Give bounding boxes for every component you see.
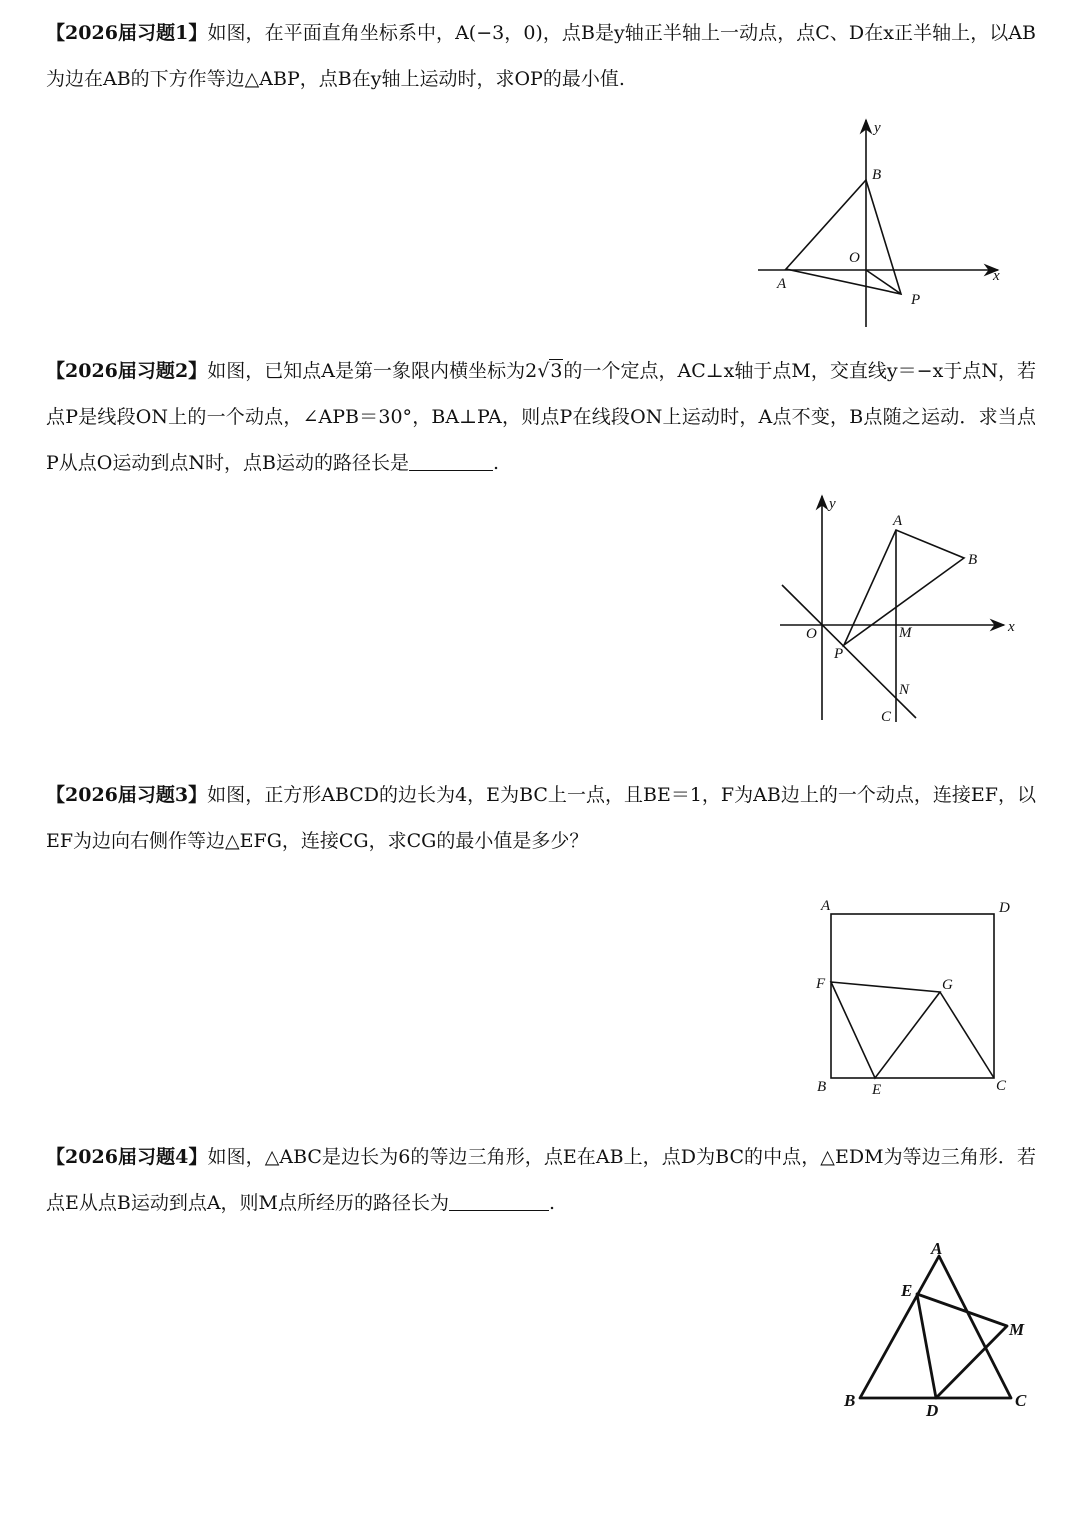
fig4-label-e: E (901, 1281, 913, 1300)
problem-2-end: . (492, 452, 499, 474)
problem-1-tag: 【2026届习题1】 (46, 22, 208, 44)
fig3-label-d: D (999, 900, 1010, 916)
answer-blank-2 (409, 448, 493, 471)
problem-4 (46, 1134, 1036, 1226)
problem-1 (46, 10, 1036, 102)
fig4-label-a: A (931, 1239, 943, 1258)
figure-2 (770, 490, 1030, 725)
fig3-label-c: C (996, 1078, 1007, 1094)
fig2-label-o: O (806, 626, 817, 642)
fig2-label-x: x (1008, 619, 1015, 635)
problem-2-tag: 【2026届习题2】 (46, 360, 208, 382)
fig3-label-g: G (942, 977, 953, 993)
fig3-label-e: E (872, 1082, 882, 1098)
fig3-square-abcd (831, 914, 994, 1078)
fig2-label-y: y (829, 496, 836, 512)
fig3-label-b: B (817, 1079, 827, 1095)
problem-4-body: 如图，△ABC是边长为6的等边三角形，点E在AB上，点D为BC的中点，△EDM为等边三角形．若点E从点B运动到点A，则M点所经历的路径长为 (46, 1146, 1036, 1214)
fig4-label-c: C (1015, 1391, 1027, 1410)
fig2-label-n: N (899, 682, 910, 698)
figure-4 (835, 1230, 1045, 1420)
figure-3 (810, 892, 1030, 1104)
fig4-label-m: M (1009, 1320, 1025, 1339)
problem-3-text (46, 772, 1036, 864)
problem-1-text (46, 10, 1036, 102)
problem-4-text (46, 1134, 1036, 1226)
fig1-label-p: P (911, 292, 921, 308)
problem-1-body: 如图，在平面直角坐标系中，A(−3，0)，点B是y轴正半轴上一动点，点C、D在x正半轴上，以AB为边在AB的下方作等边△ABP，点B在y轴上运动时，求OP的最小值. (46, 22, 1037, 90)
sqrt-expression: √3 (537, 360, 563, 382)
fig2-label-m: M (899, 625, 912, 641)
fig2-label-p: P (834, 646, 844, 662)
fig4-label-d: D (926, 1401, 939, 1420)
fig3-label-a: A (821, 898, 831, 914)
problem-3 (46, 772, 1036, 864)
fig1-label-o: O (849, 250, 860, 266)
problem-4-tag: 【2026届习题4】 (46, 1146, 208, 1168)
problem-3-body: 如图，正方形ABCD的边长为4，E为BC上一点，且BE＝1，F为AB边上的一个动点，连接EF，以EF为边向右侧作等边△EFG，连接CG，求CG的最小值是多少？ (46, 784, 1036, 852)
fig3-label-f: F (816, 976, 826, 992)
fig2-label-a: A (893, 513, 903, 529)
fig4-triangle-edm (917, 1294, 1007, 1398)
fig3-segment-cg (940, 992, 994, 1078)
fig4-triangle-abc (860, 1256, 1011, 1398)
problem-2-body-before: 如图，已知点A是第一象限内横坐标为2 (207, 360, 538, 382)
sqrt-radicand: 3 (550, 360, 563, 382)
fig1-triangle-abp (786, 180, 901, 294)
figure-1 (750, 110, 1020, 335)
problem-3-tag: 【2026届习题3】 (46, 784, 208, 806)
problem-2-body-after: 的一个定点，AC⊥x轴于点M，交直线y＝−x于点N，若点P是线段ON上的一个动点，∠APB＝30°，BA⊥PA，则点P在线段ON上运动时，A点不变，B点随之运动．求当点P从点O运动到点N时，点B运动的路径长是 (46, 360, 1036, 474)
problem-2 (46, 348, 1036, 486)
fig4-label-b: B (844, 1391, 856, 1410)
answer-blank-4 (449, 1188, 549, 1211)
fig1-label-x: x (993, 268, 1000, 284)
problem-2-text (46, 348, 1036, 486)
fig2-label-b: B (968, 552, 978, 568)
fig1-label-b: B (872, 167, 882, 183)
fig2-label-c: C (881, 709, 892, 725)
problem-4-end: . (549, 1192, 556, 1214)
fig1-label-y: y (874, 120, 881, 136)
fig1-label-a: A (777, 276, 787, 292)
fig3-triangle-efg (831, 982, 940, 1078)
